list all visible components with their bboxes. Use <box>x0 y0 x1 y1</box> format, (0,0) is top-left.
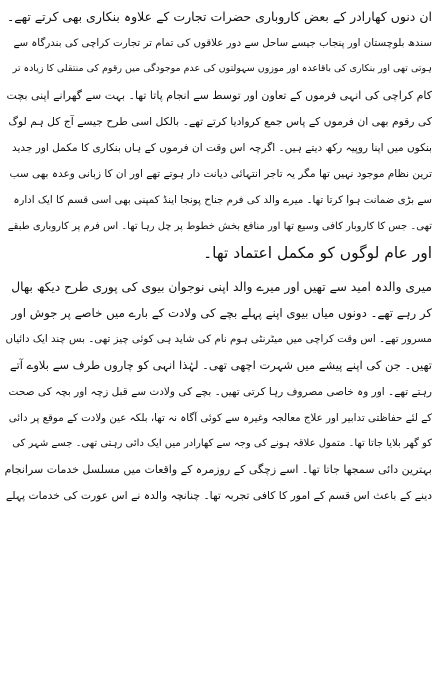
text-line: میری والدہ امید سے تھیں اور میرے والد اپنی نوجوان بیوی کی پوری طرح دیکھ بھال <box>11 279 432 294</box>
text-line: رہتے تھے۔ اور وہ خاصی مصروف رہا کرتی تھیں۔ بچے کی ولادت سے قبل زچہ اور بچہ کی صحت <box>8 385 432 398</box>
text-line: بہترین دائی سمجھا جاتا تھا۔ اسے زچگی کے روزمرہ کے واقعات میں مسلسل خدمات سرانجام <box>4 463 432 477</box>
paragraph-gap <box>4 266 432 274</box>
text-line: کے لئے حفاظتی تدابیر اور علاج معالجہ وغیرہ سے کوئی آگاہ نہ تھا، بلکہ عین ولادت کے موقع پر دائی <box>8 411 432 424</box>
text-line: مسرور تھے۔ اس وقت کراچی میں میٹرنٹی ہوم نام کی شاید ہی کوئی چیز تھی۔ بس چند ایک دائیاں <box>5 333 432 346</box>
text-line: ان دنوں کھارادر کے بعض کاروباری حضرات تجارت کے علاوہ بنکاری بھی کرتے تھے۔ <box>6 9 432 24</box>
paragraph-1 <box>4 4 432 266</box>
paragraph-2 <box>4 274 432 510</box>
text-line: ہوتی تھی اور بنکاری کی باقاعدہ اور موزوں سہولتوں کی عدم موجودگی میں رقوم کی منتقلی کا زیادہ تر <box>12 63 432 75</box>
text-line: تھیں۔ جن کی اپنے پیشے میں شہرت اچھی تھی۔ لہٰذا انہی کو چاروں طرف سے بلاوے آتے <box>9 358 432 373</box>
text-line: دینے کے باعث اس قسم کے امور کا کافی تجربہ تھا۔ چنانچہ والدہ نے اس عورت کی خدمات پہلے <box>5 489 432 503</box>
text-line: کام کراچی کی انہی فرموں کے تعاون اور توسط سے انجام پاتا تھا۔ بہت سے گھرانے اپنی بچت <box>6 88 432 102</box>
text-line: سے بڑی ضمانت ہوا کرتا تھا۔ میرے والد کی فرم جناح پونجا اینڈ کمپنی بھی اسی قسم کا ایک ادارہ <box>13 194 432 207</box>
text-line: بنکوں میں اپنا روپیہ رکھ دیتے ہیں۔ اگرچہ اس وقت ان فرموں کے ہاں بنکاری کا مکمل اور جدید <box>12 141 432 154</box>
text-line: کو گھر بلایا جاتا تھا۔ متمول علاقہ ہونے کی وجہ سے کھارادر میں ایک دائی رہتی تھی۔ جسے شہر کی <box>12 438 432 449</box>
text-line: ترین نظام موجود نہیں تھا مگر یہ تاجر انتہائی دیانت دار ہوتے تھے اور ان کا زبانی وعدہ بھی سب <box>9 168 432 181</box>
text-line: کی رقوم بھی ان فرموں کے پاس جمع کروادیا کرتے تھے۔ بالکل اسی طرح جیسے آج کل ہم لوگ <box>8 114 432 128</box>
text-line: کر رہے تھے۔ دونوں میاں بیوی اپنے پہلے بچے کی ولادت کے بارے میں خاصے پر جوش اور <box>11 306 432 321</box>
text-line: سندھ بلوچستان اور پنجاب جیسے ساحل سے دور علاقوں کی تمام تر تجارت کراچی کی بندرگاہ سے <box>13 37 432 50</box>
text-line: اور عام لوگوں کو مکمل اعتماد تھا۔ <box>203 243 432 262</box>
text-line: تھی۔ جس کا کاروبار کافی وسیع تھا اور منافع بخش خطوط پر چل رہا تھا۔ اس فرم پر کاروباری طبقے <box>7 220 432 232</box>
